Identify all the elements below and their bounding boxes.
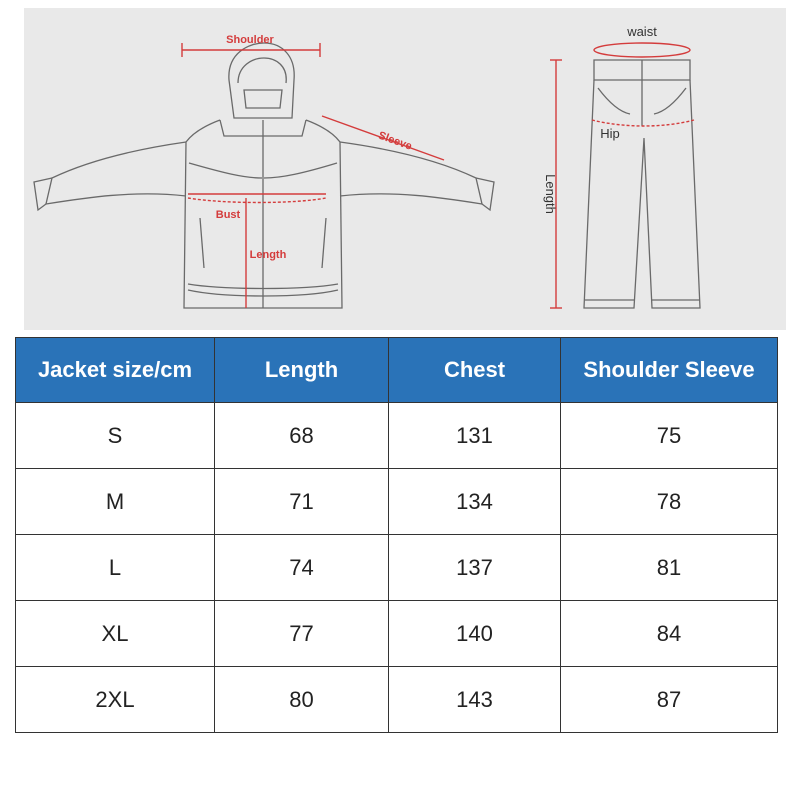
shoulder-sleeve-cell: 87 [561, 667, 778, 733]
pants-illustration [584, 60, 700, 308]
length-cell: 80 [215, 667, 389, 733]
shoulder-sleeve-cell: 78 [561, 469, 778, 535]
shoulder-sleeve-cell: 81 [561, 535, 778, 601]
size-cell: M [16, 469, 215, 535]
size-cell: L [16, 535, 215, 601]
jacket-length-label: Length [249, 249, 287, 261]
table-row [16, 403, 778, 469]
size-chart-table [15, 337, 778, 733]
chest-cell: 131 [389, 403, 561, 469]
header-length: Length [215, 338, 389, 403]
table-header-row [16, 338, 778, 403]
pants-measurements [550, 43, 694, 308]
table-row [16, 667, 778, 733]
pants-length-label: Length [543, 174, 558, 214]
garment-diagram [24, 8, 786, 330]
chest-cell: 143 [389, 667, 561, 733]
shoulder-sleeve-cell: 84 [561, 601, 778, 667]
sleeve-label: Sleeve [376, 129, 414, 153]
length-cell: 74 [215, 535, 389, 601]
length-cell: 68 [215, 403, 389, 469]
size-cell: S [16, 403, 215, 469]
shoulder-label: Shoulder [226, 34, 274, 46]
waist-label: waist [627, 24, 657, 39]
chest-cell: 140 [389, 601, 561, 667]
chest-cell: 137 [389, 535, 561, 601]
chest-cell: 134 [389, 469, 561, 535]
jacket-illustration [34, 43, 494, 308]
size-cell: 2XL [16, 667, 215, 733]
header-shoulder-sleeve: Shoulder Sleeve [561, 338, 778, 403]
bust-label: Bust [215, 209, 241, 221]
size-diagram-panel [24, 8, 786, 330]
hip-label: Hip [600, 126, 620, 141]
size-cell: XL [16, 601, 215, 667]
shoulder-sleeve-cell: 75 [561, 403, 778, 469]
header-jacket-size: Jacket size/cm [16, 338, 215, 403]
length-cell: 71 [215, 469, 389, 535]
length-cell: 77 [215, 601, 389, 667]
table-row [16, 601, 778, 667]
jacket-measurements [182, 43, 444, 308]
table-row [16, 535, 778, 601]
header-chest: Chest [389, 338, 561, 403]
table-row [16, 469, 778, 535]
